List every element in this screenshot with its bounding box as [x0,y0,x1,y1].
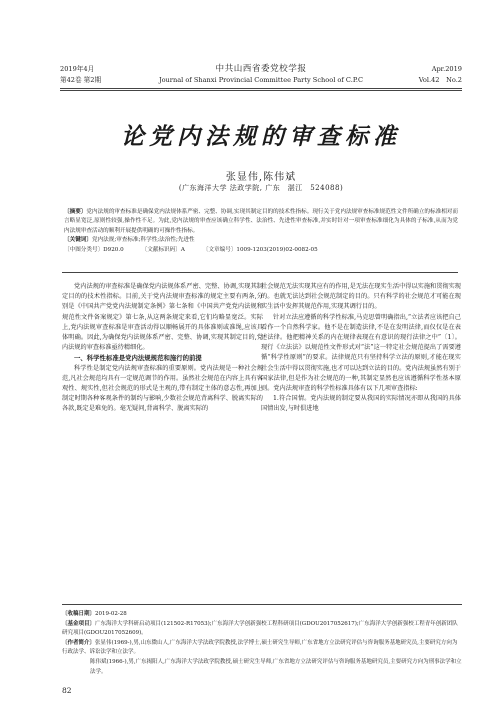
abstract-text: 党内法规的审查标准是确保党内法规体系严密、完整、协调,实现其制定目的的技术性指标。现行关于党内法规审查标准规范性文件所确立的标准相对而言略显宽泛,原则性较强,操作性不足。为此,党内法规的审查应该确立科学性、法治性、先进性审查标准,并实时针对一项审查标准细化为具体的子标准,从而为党内法规审查活动的顺利开展提供明确的可操作性指标。 [64,209,458,234]
clc-number: 〔中图分类号〕D920.0 [64,247,124,254]
page-number: 82 [62,686,72,695]
issue-date-en: Apr.2019 [431,65,462,73]
author-label: 〔作者简介〕 [62,639,96,646]
header-center [60,64,462,86]
abstract-block [64,208,458,255]
affiliation: (广东海洋大学 法政学院, 广东 湛江 524088) [178,184,344,192]
author-bio-2: 陈伟斌(1966-),男,广东揭阳人,广东海洋大学法政学院教授,硕士研究生导师,广东省地方立法研究评估与咨询服务基地研究员,主要研究方向为刑事法学和立法学。 [90,658,462,675]
article-number: 〔文章编号〕1009-1203(2019)02-0082-05 [202,247,318,254]
received-label: 〔收稿日期〕 [62,611,96,617]
paragraph: 科学性是制定党内法规审查标准的重要原则。党内法规是一种社会规范,凡社会规范均具有一定规范调节的作用。虽然社会规范在内容上具有客观性、规实性,但社会规范的形式是主观的,带有制定主体的意志性,再加上制定时期各种客观条件的制约与影响,少数社会规范背离科学、脱离实际的各款,既定是难免的。毫无疑问,背离科学、脱离实际的 [62,364,263,413]
header-rule-top [60,88,462,89]
volume-issue-en: Vol.42 No.2 [418,76,462,84]
issue-date: 2019年4月 [60,65,95,73]
document-code: 〔文献标识码〕A [141,247,185,254]
footnote-divider [62,604,462,605]
keywords-label: 〔关键词〕 [64,236,92,243]
header-rule-bottom [60,90,462,91]
author-bio-1 [62,639,462,658]
fund-value: 广东海洋大学科研启动项目(121502-R17053);广东海洋大学创新强校工程科研项目(GDOU2017052617);广东海洋大学创新强校工程青年创新团队研究项目(GDOU2017052609)。 [62,620,458,637]
header-right [419,64,462,86]
body-column-left [62,282,263,415]
received-date [62,610,462,620]
body-column-right [261,282,461,415]
classification-ids [64,246,458,255]
footnotes [62,610,462,677]
paragraph: 1.符合国情。党内法规的制定要从我国的实际情况亦即从我国的具体国情出发,与时俱进地 [261,395,461,413]
section-heading: 一、科学性标准是党内法规规范和施行的前提 [74,354,202,363]
paragraph: 社会规范无法实现其应有的作用,是无法在现实生活中得以实施和贯彻实现的。也就无法达到社会规范制定的目的。只有科学的社会规范才可能在现实生活中发挥其规范作用,实现其调行目的。 [261,283,461,311]
received-value: 2019-02-28 [95,611,127,617]
running-header [60,64,462,96]
volume-issue-cn: 第42卷 第2期 [60,76,102,84]
article-title: 论党内法规的审查标准 [121,124,401,150]
fund-project [62,620,462,639]
author-bio-1-text: 张显伟(1969-),男,山东微山人,广东海洋大学法政学院教授,法学博士,硕士研究生导师,广东省地方立法研究评估与咨询服务基地研究员,主要研究方向为行政法学、诉讼法学和立法学。 [62,639,458,656]
keywords-text: 党内法规;审查标准;科学性;法治性;先进性 [91,236,195,243]
journal-name-en: Journal of Shanxi Provincial Committee Party School of C.P.C [158,76,364,84]
paragraph: 针对立法应遵循的科学性标准,马克思曾明确指出,“立法者应该把自己看作一个自然科学家。他不是在制造法律,不是在发明法律,而仅仅是在表述法律。他把精神关系的内在规律表现在有意识的现行法律之中”〔1〕。现行《立法法》以规范性文件形式对“法”这一特定社会规范提出了需要遵循“科学性原则”的要求。法律规范只有坚持科学立法的原则,才能在现实社会生活中得以贯彻实施,也才可以达到立法的目的。党内法规虽然有别于国家法律,但是作为社会规范的一种,其制定显然也应该遵循科学性基本原则。党内法规审查的科学性标准具体有以下几项审查指标: [261,313,461,393]
keywords [64,236,458,245]
paragraph: 党内法规的审查标准是确保党内法规体系严密、完整、协调,实现其制定目的的技术性指标。目前,关于党内法规审查标准的规定主要有两条,分别是《中国共产党党内法规制定条例》第七条和《中国共产党党内法规和规范性文件备案规定》第七条,从这两条规定来看,它们均略显宽泛。实际上,党内法规审查标准是审查活动得以顺畅展开的具体准则或准绳,应该具体明确。因此,为确保党内法规体系严密、完整、协调,实现其制定目的,党内法规的审查标准亟待精细化。 [62,283,263,352]
abstract-label: 〔摘要〕 [64,209,87,215]
journal-name-cn: 中共山西省委党校学报 [215,64,307,74]
authors: 张显伟,陈伟斌 [225,172,297,183]
fund-label: 〔基金项目〕 [62,620,96,627]
meta-divider [62,272,458,273]
abstract [64,208,458,236]
